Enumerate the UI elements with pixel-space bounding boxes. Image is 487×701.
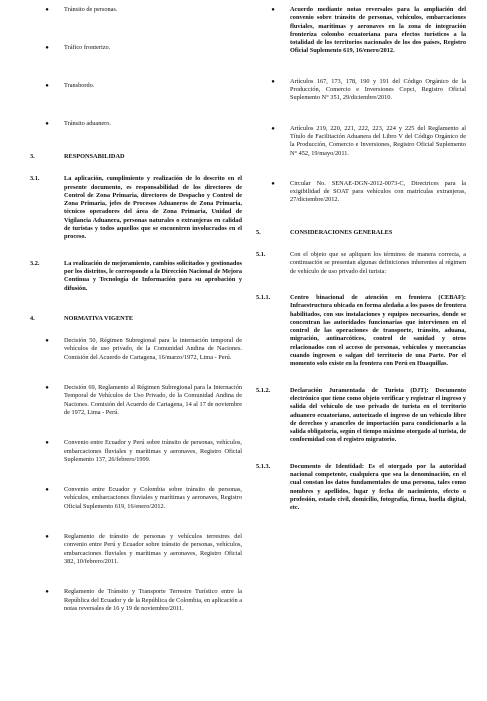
- bullet-icon: ●: [45, 385, 49, 392]
- paragraph-number: 3.1.: [30, 175, 40, 183]
- list-item: [30, 44, 242, 53]
- definition-number: 5.1.1.: [256, 293, 271, 301]
- paragraph-number: 5.1.: [256, 251, 266, 259]
- section-number: 5.: [256, 228, 261, 236]
- list-item: [30, 486, 242, 511]
- paragraph: [256, 251, 466, 276]
- right-column: [256, 6, 466, 530]
- list-item: [30, 533, 242, 566]
- list-item: [30, 82, 242, 91]
- list-item-text: Acuerdo mediante notas reversales para la ampliación del convenio sobre tránsito de personas, vehículos, embarcaciones fluviales, marítimas y aeronaves en la zona de integración fronteriza colombo ecuatoriana para efectos turísticos a la totalidad de los territorios nacionales de los dos países, Registro Oficial Suplemento 619, 16/enero/2012.: [290, 6, 466, 55]
- definition-text: Documento de Identidad: Es el otorgado por la autoridad nacional competente, cualquiera que sea la denominación, en el cual constan los datos fundamentales de una persona, tales como nombres y apellidos, lugar y fecha de nacimiento, efecto o profesión, estado civil, domicilio, fotografía, firma, huella digital, etc.: [290, 462, 466, 512]
- bullet-icon: ●: [271, 180, 275, 187]
- list-item-text: Artículos 219, 220, 221, 222, 223, 224 y 225 del Reglamento al Título de Facilitación Aduanera del Libro V del Código Orgánico de la Producción, Comercio e Inversiones, Registro Oficial Suplemento N° 452, 19/mayo/2011.: [290, 124, 466, 157]
- bullet-icon: ●: [45, 440, 49, 447]
- section-title: CONSIDERACIONES GENERALES: [290, 228, 393, 236]
- list-item-text: Tránsito de personas.: [64, 6, 118, 13]
- list-item: [256, 180, 466, 205]
- list-item: [256, 6, 466, 56]
- definition-item: [256, 463, 466, 513]
- bullet-icon: ●: [45, 589, 49, 596]
- definition-number: 5.1.2.: [256, 386, 271, 394]
- list-item-text: Transbordo.: [64, 82, 95, 89]
- definition-text: Centro binacional de atención en frontera (CEBAF): Infraestructura ubicada en forma aledaña a los pasos de frontera habilitados, con sus instalaciones y equipos necesarios, donde se concentran las autoridades funcionarias que intervienen en el control de las operaciones de transporte, tránsito, aduana, migración, antinarcóticos, control de sanidad y otros relacionados con el acceso de personas, vehículos y mercancías cuando ingresen o salgan del territorio de una Parte. Por el momento solo existe en la frontera con Perú en Huaquillas.: [290, 293, 466, 368]
- list-item-text: Decisión 69, Reglamento al Régimen Subregional para la Internación Temporal de Vehículos de Uso Privado, de la Comunidad Andina de Naciones. Comisión del Acuerdo de Cartagena, 14 al 17 de noviembre de 1972, Lima - Perú.: [64, 384, 242, 416]
- paragraph: [30, 175, 242, 241]
- list-item-text: Reglamento de Tránsito y Transporte Terrestre Turístico entre la República del Ecuador y de la República de Colombia, en aplicación a notas reversales de 16 y 19 de noviembre/2011.: [64, 588, 242, 612]
- list-item: [256, 78, 466, 103]
- list-item-text: Artículos 167, 173, 178, 190 y 191 del Código Orgánico de la Producción, Comercio e Inversiones Copci, Registro Oficial Suplemento N° 351, 29/diciembre/2010.: [290, 77, 466, 102]
- bullet-icon: ●: [45, 121, 49, 127]
- left-column: [30, 6, 242, 635]
- paragraph-text: Con el objeto que se apliquen los términos de manera correcta, a continuación se presentan algunas definiciones inherentes al régimen de vehículo de uso privado del turista:: [290, 251, 466, 275]
- section-heading: [30, 153, 242, 161]
- definition-text: Declaración Juramentada de Turista (DJT): Documento electrónico que tiene como objeto verificar y registrar el ingreso y salida del vehículo de uso privado de turista en el territorio aduanero ecuatoriano, autorizado el ingreso de un vehículo libre de derechos y aranceles de importación para condicionarlo a la salida obligatoria, según el tiempo máximo otorgado al turista, de conformidad con el registro migratorio.: [290, 386, 466, 444]
- bullet-icon: ●: [271, 125, 275, 132]
- definition-item: [256, 387, 466, 445]
- bullet-icon: ●: [45, 338, 49, 345]
- bullet-icon: ●: [45, 487, 49, 494]
- bullet-icon: ●: [45, 534, 49, 541]
- section-heading: [256, 229, 466, 237]
- paragraph-number: 3.2.: [30, 259, 40, 267]
- list-item-text: Convenio entre Ecuador y Colombia sobre tránsito de personas, vehículos, embarcaciones fluviales y marítimas y aeronaves, Registro Oficial Suplemento 619, 16/enero/2012.: [64, 486, 242, 510]
- list-item-text: Decisión 50, Régimen Subregional para la internación temporal de vehículos de uso privado, de la Comunidad Andina de Naciones. Comisión del Acuerdo de Cartagena, 16/marzo/1972, Lima - Perú.: [64, 337, 242, 361]
- section-number: 4.: [30, 314, 35, 322]
- bullet-icon: ●: [271, 7, 275, 13]
- list-item: [30, 384, 242, 417]
- list-item: [30, 6, 242, 15]
- list-item-text: Circular No. SENAE-DGN-2012-0073-C, Directrices para la exigibilidad de SOAT para vehículos con matrículas extranjeras, 27/diciembre/2012.: [290, 179, 466, 204]
- paragraph-text: La realización de mejoramiento, cambios solicitados y gestionados por los distritos, le corresponde a la Dirección Nacional de Mejora Continua y Tecnología de Información para su aprobación y difusión.: [64, 259, 242, 292]
- list-item-text: Convenio entre Ecuador y Perú sobre tránsito de personas, vehículos, embarcaciones fluviales y marítimas y aeronaves, Registro Oficial Suplemento 137, 26/febrero/1999.: [64, 439, 242, 463]
- list-item: [30, 120, 242, 129]
- list-item-text: Tránsito aduanero.: [64, 120, 111, 127]
- list-item-text: Tráfico fronterizo.: [64, 44, 111, 51]
- definition-item: [256, 294, 466, 369]
- paragraph-text: La aplicación, cumplimiento y realización de lo descrito en el presente documento, es responsabilidad de los directores de Control de Zona Primaria, directores de Despacho y Control de Zona Primaria, jefes de Procesos Aduaneros de Zona Primaria, técnicos operadores del área de Zona Primaria, Unidad de Vigilancia Aduanera, personas naturales o extranjeras en calidad de turistas y todos aquellos que se encuentren involucrados en el proceso.: [64, 175, 242, 241]
- list-item: [30, 439, 242, 464]
- section-heading: [30, 315, 242, 323]
- list-item: [30, 337, 242, 362]
- bullet-icon: ●: [45, 7, 49, 13]
- section-title: NORMATIVA VIGENTE: [64, 314, 134, 322]
- definition-number: 5.1.3.: [256, 462, 271, 470]
- list-item: [256, 125, 466, 158]
- section-number: 3.: [30, 153, 35, 160]
- list-item: [30, 588, 242, 613]
- bullet-icon: ●: [45, 45, 49, 51]
- paragraph: [30, 260, 242, 293]
- section-title: RESPONSABILIDAD: [64, 153, 125, 160]
- list-item-text: Reglamento de tránsito de personas y vehículos terrestres del convenio entre Perú y Ecuador sobre tránsito de personas, vehículos, embarcaciones fluviales y marítimas y aeronaves, Registro Oficial 382, 10/febrero/2011.: [64, 533, 242, 565]
- bullet-icon: ●: [271, 78, 275, 85]
- bullet-icon: ●: [45, 83, 49, 89]
